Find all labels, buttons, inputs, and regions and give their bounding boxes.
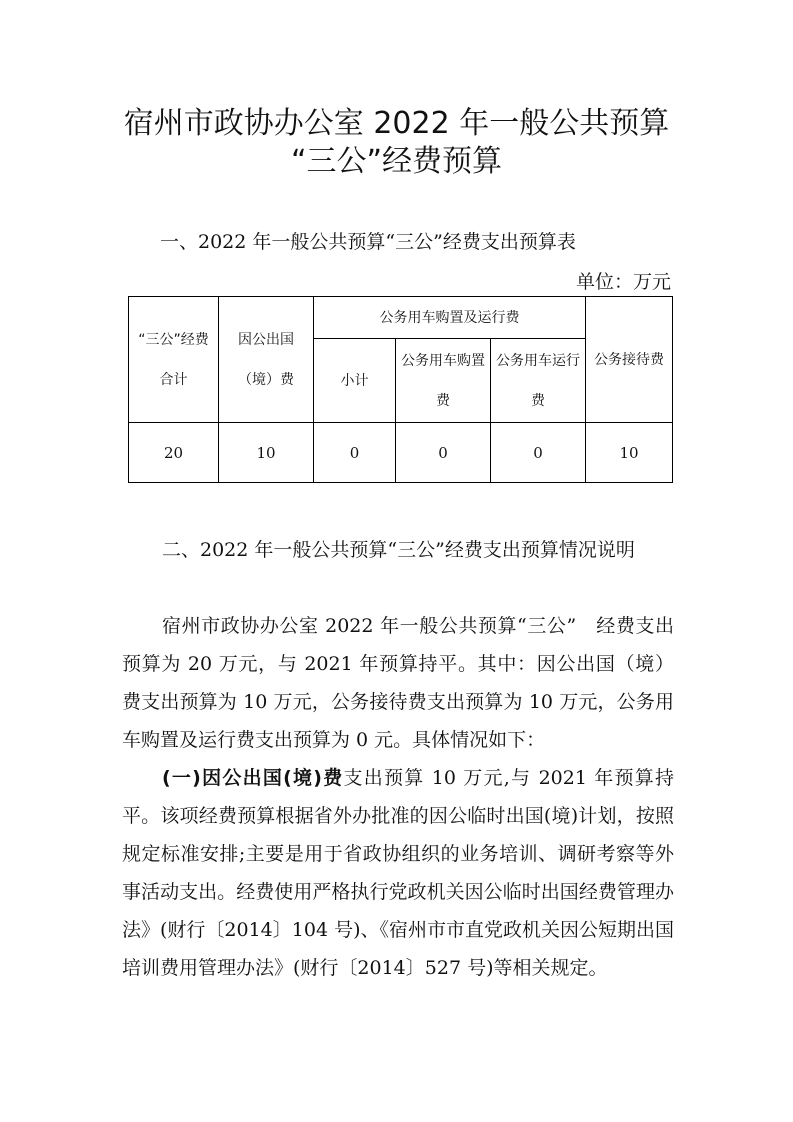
header-vehicle-group: 公务用车购置及运行费 [314, 297, 586, 339]
value-vehicle-subtotal: 0 [314, 423, 396, 483]
value-total: 20 [129, 423, 219, 483]
table-header-row-1 [129, 297, 673, 339]
item1-label: (一)因公出国(境)费 [162, 767, 344, 789]
header-total: “三公”经费合计 [129, 297, 219, 423]
document-title-line2: “三公”经费预算 [290, 144, 503, 179]
value-reception: 10 [586, 423, 673, 483]
header-abroad: 因公出国（境）费 [219, 297, 314, 423]
header-reception: 公务接待费 [586, 297, 673, 423]
item1-paragraph [122, 759, 674, 987]
header-vehicle-purchase: 公务用车购置费 [396, 339, 491, 423]
value-vehicle-purchase: 0 [396, 423, 491, 483]
section2-body-paragraph: 宿州市政协办公室 2022 年一般公共预算“三公” 经费支出预算为 20 万元，与 2021 年预算持平。其中：因公出国（境）费支出预算为 10 万元，公务接待费支出预算为 10 万元，公务用车购置及运行费支出预算为 0 元。具体情况如下： [122, 615, 674, 751]
header-vehicle-operation: 公务用车运行费 [491, 339, 586, 423]
unit-label: 单位：万元 [575, 271, 671, 293]
section1-heading: 一、2022 年一般公共预算“三公”经费支出预算表 [160, 231, 576, 253]
value-vehicle-operation: 0 [491, 423, 586, 483]
document-title-line1: 宿州市政协办公室 2022 年一般公共预算 [123, 106, 670, 141]
section2-heading: 二、2022 年一般公共预算“三公”经费支出预算情况说明 [162, 539, 635, 561]
budget-table [128, 296, 673, 483]
header-vehicle-subtotal: 小计 [314, 339, 396, 423]
table-row [129, 423, 673, 483]
item1-text: 支出预算 10 万元,与 2021 年预算持平。该项经费预算根据省外办批准的因公临时出国(境)计划，按照规定标准安排;主要是用于省政协组织的业务培训、调研考察等外事活动支出。经费使用严格执行党政机关因公临时出国经费管理办法》(财行〔2014〕104 号)、《宿州市市直党政机关因公短期出国培训费用管理办法》(财行〔2014〕527 号)等相关规定。 [122, 767, 674, 979]
value-abroad: 10 [219, 423, 314, 483]
